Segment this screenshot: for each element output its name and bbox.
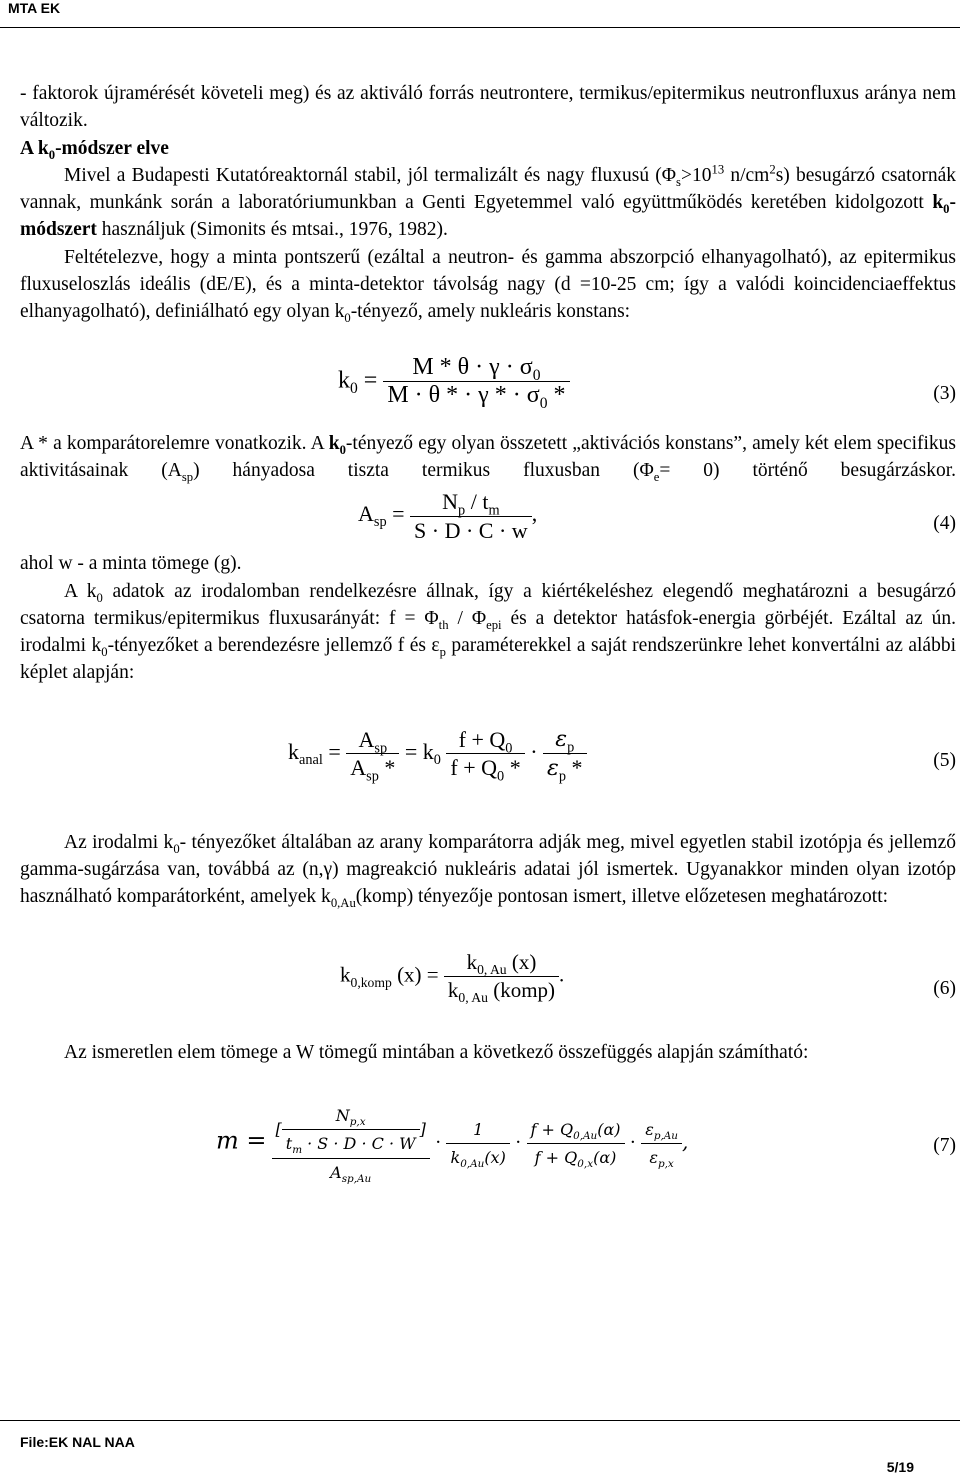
paragraph-literature: A $k_0$ adatok az irodalomban rendelkezésre állnak, így a kiértékeléshez elegendő meghatározni a besugárzó csatorna termikus/epitermikus fluxusarányát: $f = \Phi_{th} / \Phi_{epi}$ és a detektor hatásfok-energia görbéjét. Ezáltal az ún. irodalmi $k_0$-tényezőket a berendezésre jellemző f és $\varepsilon_p$ paraméterekkel a saját rendszerünkre lehet konvertálni az alábbi képlet alapján: bbox=[20, 580, 956, 684]
page-number: 5/19 bbox=[886, 1459, 914, 1475]
paragraph-mass: Az ismeretlen elem tömege a W tömegű mintában a következő összefüggés alapján számítható: bbox=[64, 1041, 809, 1063]
equation-6-number: (6) bbox=[933, 977, 956, 999]
eq4-fraction: $\frac{N_p / t_m}{S \cdot D \cdot C \cdot w}$ bbox=[410, 488, 532, 544]
equation-4: $A_{sp}$ = $\frac{N_p / t_m}{S \cdot D \cdot C \cdot w}$ , (4) bbox=[358, 489, 956, 543]
eq3-fraction: $\frac{M * \theta \cdot \gamma \cdot \sigma_0}{M \cdot \theta * \cdot \gamma * \cdot \sigma_0 *}$ bbox=[383, 354, 569, 410]
equation-3-number: (3) bbox=[933, 382, 956, 404]
paragraph-w: ahol w - a minta tömege (g). bbox=[20, 553, 242, 575]
paragraph-k0-definition: A * a komparátorelemre vonatkozik. A $k_0$-tényező egy olyan összetett „aktivációs konstans”, amely két elem specifikus aktivitásainak $(A_{sp})$ hányadosa tiszta termikus fluxusban $(\Phi_e= 0)$ történő besugárzáskor. bbox=[20, 432, 956, 484]
section-title: A $k_0$-módszer elve bbox=[20, 137, 169, 162]
footer-file: File:EK NAL NAA bbox=[20, 1434, 135, 1450]
footer-divider bbox=[0, 1420, 960, 1421]
equation-5: $k_{anal}$ = $\frac{A_{sp}}{A_{sp} *}$ = $k_0$ $\frac{f + Q_0}{f + Q_0 *}$ · $\frac{\varepsilon_p}{\varepsilon_p *}$ (5) bbox=[288, 726, 956, 785]
equation-6: $k_{0,komp}$ (x) = $\frac{k_{0, Au} (x)}{k_{0, Au} (komp)}$ . (6) bbox=[340, 949, 956, 1006]
equation-7-number: (7) bbox=[933, 1134, 956, 1156]
equation-4-number: (4) bbox=[933, 513, 956, 535]
paragraph-method: Mivel a Budapesti Kutatóreaktornál stabil, jól termalizált és nagy fluxusú ($\Phi_s>10^{13}$ $n/cm^2s$) besugárzó csatornák vannak, munkánk során a laboratóriumunkban a Genti Egyetemmel való együttműködés keretében kidolgozott $k_0$-módszert használjuk (Simonits és mtsai., 1976, 1982). bbox=[20, 162, 956, 241]
header-title: MTA EK bbox=[8, 0, 61, 16]
paragraph-assumptions: Feltételezve, hogy a minta pontszerű (ezáltal a neutron- és gamma abszorpció elhanyagolható), az epitermikus fluxuseloszlás ideális (dE/E), és a minta-detektor távolság nagy (d =10-25 cm; így a valódi koincidenciaeffektus elhanyagolható), definiálható egy olyan $k_0$-tényező, amely nukleáris konstans: bbox=[20, 246, 956, 326]
k0-method-term: $k_0$-módszert bbox=[20, 192, 956, 241]
equation-3: $k_0$ = $\frac{M * \theta \cdot \gamma \cdot \sigma_0}{M \cdot \theta * \cdot \gamma * \cdot \sigma_0 *}$ (3) bbox=[338, 353, 956, 412]
equation-5-number: (5) bbox=[933, 749, 956, 771]
header-divider bbox=[0, 27, 960, 28]
paragraph-gold-comparator: Az irodalmi $k_0-$ tényezőket általában az arany komparátorra adják meg, mivel egyetlen stabil izotópja és jellemző gamma-sugárzása van, továbbá az (n,γ) magreakció nukleáris adatai jól ismertek. Ugyanakkor minden olyan izotóp használható komparátorként, amelyek $k_{0,Au}(komp)$ tényezője pontosan ismert, illetve előzetesen meghatározott: bbox=[20, 831, 957, 911]
equation-7: m = [ $\frac{N_{p,x}}{t_m \cdot S \cdot D \cdot C \cdot W}$ ] $A_{sp,Au}$ · $\frac{1}{k_{0,Au}(x)}$ · $\frac{f + Q_{0,Au}(\alpha)}{f + Q_{0,x}(\alpha)}$ · $\frac{\varepsilon_{p,Au}}{\varepsilon_{p,x}}$ , (7) bbox=[20, 1066, 956, 1176]
page-body bbox=[20, 80, 957, 1185]
intro-paragraph: - faktorok újramérését követeli meg) és az aktiváló forrás neutrontere, termikus/epitermikus neutronfluxus aránya nem változik. bbox=[20, 83, 956, 132]
